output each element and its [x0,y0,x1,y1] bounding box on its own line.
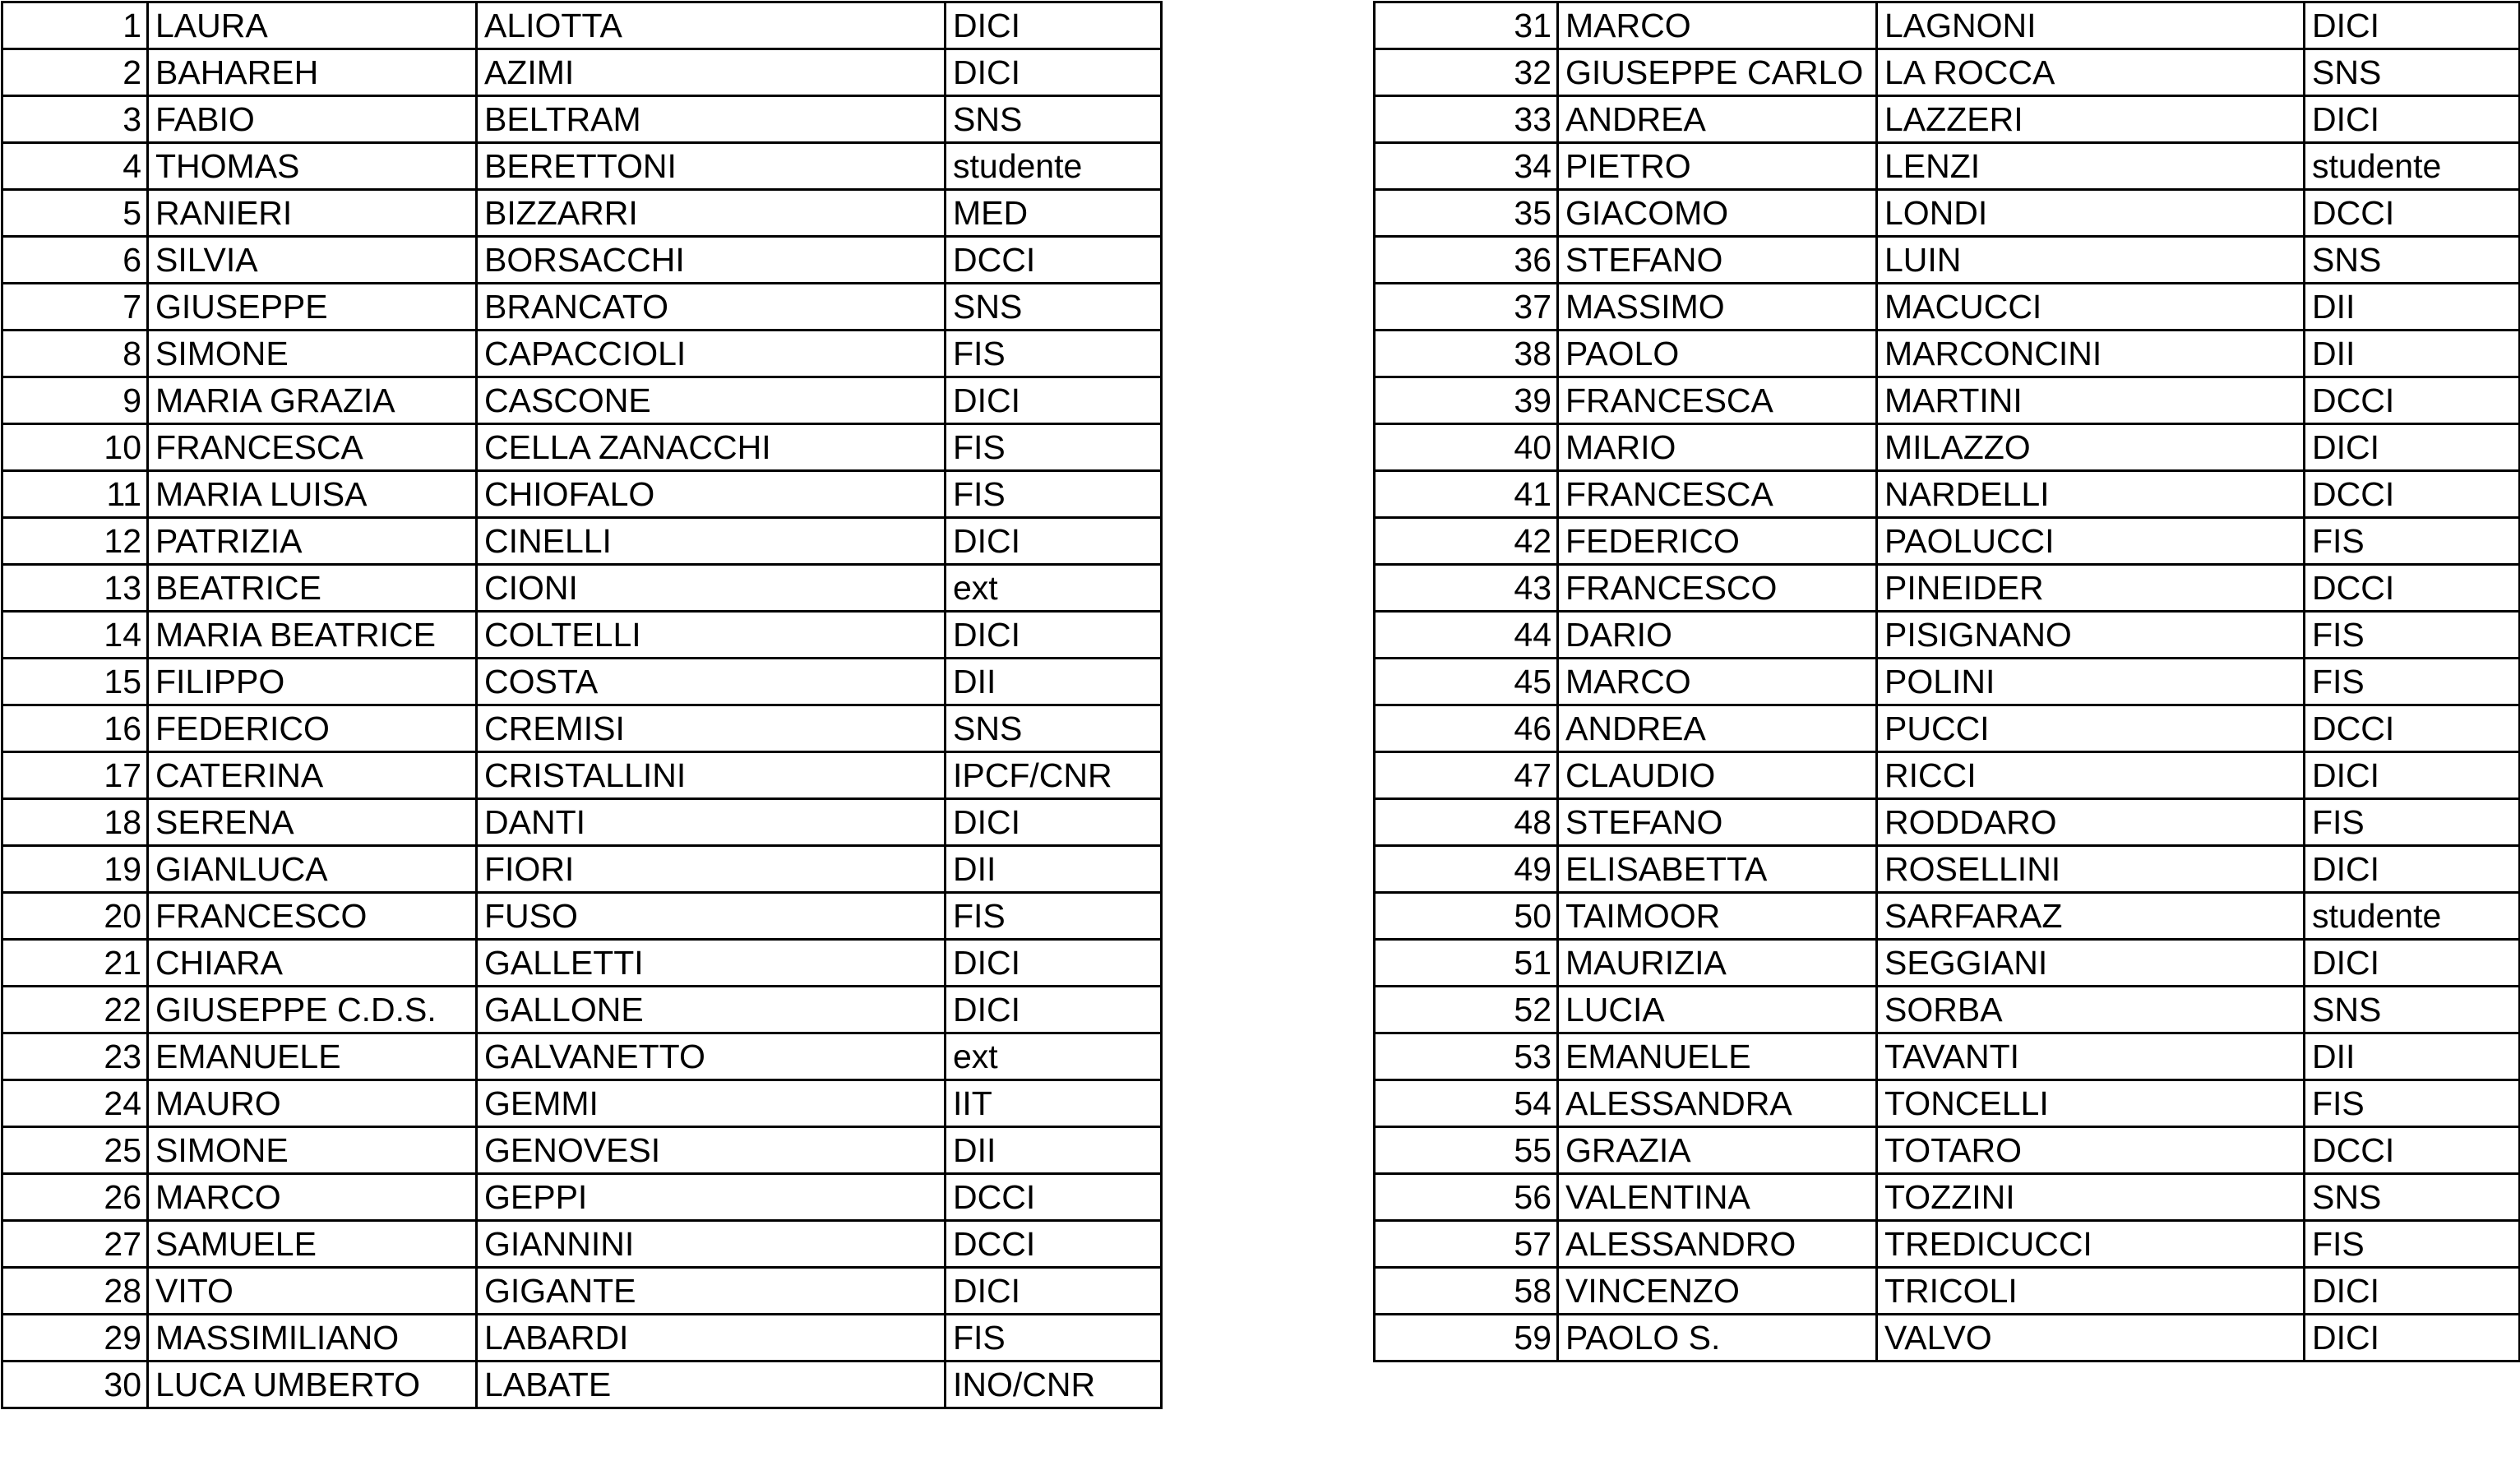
affiliation-cell: FIS [2305,799,2520,846]
first-name-cell: STEFANO [1558,799,1877,846]
affiliation-cell: FIS [2305,1221,2520,1268]
last-name-cell: COLTELLI [477,612,946,659]
affiliation-cell: DCCI [2305,471,2520,518]
table-row [2,49,1162,96]
first-name-cell: ALESSANDRO [1558,1221,1877,1268]
first-name-cell: FABIO [148,96,477,143]
row-number-cell: 17 [2,752,148,799]
table-row [1375,1033,2520,1080]
last-name-cell: GIGANTE [477,1268,946,1315]
row-number-cell: 36 [1375,237,1558,284]
last-name-cell: LUIN [1877,237,2305,284]
table-row [1375,143,2520,190]
row-number-cell: 54 [1375,1080,1558,1127]
row-number-cell: 48 [1375,799,1558,846]
first-name-cell: CHIARA [148,940,477,987]
affiliation-cell: DICI [2305,846,2520,893]
first-name-cell: ANDREA [1558,705,1877,752]
affiliation-cell: FIS [2305,518,2520,565]
row-number-cell: 24 [2,1080,148,1127]
first-name-cell: GIACOMO [1558,190,1877,237]
table-row [1375,237,2520,284]
last-name-cell: POLINI [1877,659,2305,705]
last-name-cell: CINELLI [477,518,946,565]
table-row [2,1127,1162,1174]
row-number-cell: 49 [1375,846,1558,893]
first-name-cell: GRAZIA [1558,1127,1877,1174]
affiliation-cell: DICI [2305,2,2520,49]
participants-table-left [1,1,1163,1409]
row-number-cell: 29 [2,1315,148,1361]
last-name-cell: GENOVESI [477,1127,946,1174]
last-name-cell: CIONI [477,565,946,612]
last-name-cell: SORBA [1877,987,2305,1033]
first-name-cell: STEFANO [1558,237,1877,284]
last-name-cell: LONDI [1877,190,2305,237]
table-row [1375,940,2520,987]
table-row [1375,2,2520,49]
last-name-cell: PUCCI [1877,705,2305,752]
last-name-cell: NARDELLI [1877,471,2305,518]
table-row [1375,190,2520,237]
affiliation-cell: DICI [946,987,1162,1033]
row-number-cell: 18 [2,799,148,846]
affiliation-cell: DICI [946,799,1162,846]
last-name-cell: ALIOTTA [477,2,946,49]
first-name-cell: MARCO [1558,659,1877,705]
table-row [1375,424,2520,471]
last-name-cell: CREMISI [477,705,946,752]
last-name-cell: FIORI [477,846,946,893]
affiliation-cell: DICI [946,49,1162,96]
table-row [2,284,1162,331]
last-name-cell: CASCONE [477,377,946,424]
row-number-cell: 11 [2,471,148,518]
table-row [2,471,1162,518]
affiliation-cell: DII [946,1127,1162,1174]
first-name-cell: ALESSANDRA [1558,1080,1877,1127]
last-name-cell: SARFARAZ [1877,893,2305,940]
first-name-cell: LUCA UMBERTO [148,1361,477,1408]
first-name-cell: LAURA [148,2,477,49]
row-number-cell: 26 [2,1174,148,1221]
first-name-cell: RANIERI [148,190,477,237]
affiliation-cell: SNS [2305,1174,2520,1221]
first-name-cell: VINCENZO [1558,1268,1877,1315]
last-name-cell: VALVO [1877,1315,2305,1361]
table-row [2,518,1162,565]
table-row [1375,1127,2520,1174]
last-name-cell: FUSO [477,893,946,940]
table-row [2,1315,1162,1361]
affiliation-cell: studente [946,143,1162,190]
first-name-cell: PAOLO [1558,331,1877,377]
last-name-cell: CAPACCIOLI [477,331,946,377]
last-name-cell: LAGNONI [1877,2,2305,49]
last-name-cell: BERETTONI [477,143,946,190]
affiliation-cell: DICI [946,2,1162,49]
last-name-cell: CHIOFALO [477,471,946,518]
first-name-cell: MARIO [1558,424,1877,471]
affiliation-cell: DCCI [2305,1127,2520,1174]
row-number-cell: 30 [2,1361,148,1408]
last-name-cell: BRANCATO [477,284,946,331]
last-name-cell: MACUCCI [1877,284,2305,331]
first-name-cell: FRANCESCA [148,424,477,471]
last-name-cell: LENZI [1877,143,2305,190]
table-row [1375,49,2520,96]
table-row [1375,987,2520,1033]
affiliation-cell: FIS [946,1315,1162,1361]
affiliation-cell: DCCI [2305,565,2520,612]
row-number-cell: 1 [2,2,148,49]
last-name-cell: BIZZARRI [477,190,946,237]
last-name-cell: BORSACCHI [477,237,946,284]
row-number-cell: 35 [1375,190,1558,237]
row-number-cell: 57 [1375,1221,1558,1268]
affiliation-cell: MED [946,190,1162,237]
row-number-cell: 16 [2,705,148,752]
row-number-cell: 8 [2,331,148,377]
first-name-cell: CLAUDIO [1558,752,1877,799]
last-name-cell: MILAZZO [1877,424,2305,471]
first-name-cell: EMANUELE [1558,1033,1877,1080]
table-row [1375,377,2520,424]
affiliation-cell: FIS [2305,1080,2520,1127]
row-number-cell: 47 [1375,752,1558,799]
affiliation-cell: DICI [946,940,1162,987]
last-name-cell: TONCELLI [1877,1080,2305,1127]
affiliation-cell: FIS [2305,659,2520,705]
first-name-cell: MAURO [148,1080,477,1127]
last-name-cell: RICCI [1877,752,2305,799]
affiliation-cell: ext [946,1033,1162,1080]
last-name-cell: TOZZINI [1877,1174,2305,1221]
last-name-cell: TREDICUCCI [1877,1221,2305,1268]
affiliation-cell: SNS [2305,987,2520,1033]
first-name-cell: PIETRO [1558,143,1877,190]
first-name-cell: FRANCESCO [148,893,477,940]
row-number-cell: 37 [1375,284,1558,331]
table-row [1375,471,2520,518]
row-number-cell: 21 [2,940,148,987]
table-row [2,1361,1162,1408]
row-number-cell: 58 [1375,1268,1558,1315]
last-name-cell: MARTINI [1877,377,2305,424]
table-row [2,377,1162,424]
last-name-cell: TRICOLI [1877,1268,2305,1315]
row-number-cell: 51 [1375,940,1558,987]
affiliation-cell: INO/CNR [946,1361,1162,1408]
first-name-cell: FEDERICO [1558,518,1877,565]
affiliation-cell: FIS [946,471,1162,518]
row-number-cell: 38 [1375,331,1558,377]
row-number-cell: 45 [1375,659,1558,705]
row-number-cell: 44 [1375,612,1558,659]
table-row [1375,96,2520,143]
row-number-cell: 28 [2,1268,148,1315]
row-number-cell: 2 [2,49,148,96]
affiliation-cell: FIS [946,331,1162,377]
last-name-cell: CRISTALLINI [477,752,946,799]
first-name-cell: MARIA GRAZIA [148,377,477,424]
first-name-cell: GIUSEPPE C.D.S. [148,987,477,1033]
table-row [1375,1221,2520,1268]
table-row [1375,518,2520,565]
first-name-cell: SIMONE [148,331,477,377]
row-number-cell: 55 [1375,1127,1558,1174]
affiliation-cell: DICI [946,377,1162,424]
table-row [2,143,1162,190]
table-row [2,237,1162,284]
last-name-cell: GEMMI [477,1080,946,1127]
last-name-cell: SEGGIANI [1877,940,2305,987]
first-name-cell: FRANCESCA [1558,471,1877,518]
first-name-cell: SIMONE [148,1127,477,1174]
table-row [2,1174,1162,1221]
affiliation-cell: DICI [2305,940,2520,987]
first-name-cell: FRANCESCO [1558,565,1877,612]
affiliation-cell: DCCI [2305,705,2520,752]
last-name-cell: GALVANETTO [477,1033,946,1080]
affiliation-cell: FIS [946,893,1162,940]
first-name-cell: MARIA BEATRICE [148,612,477,659]
affiliation-cell: DICI [2305,1268,2520,1315]
row-number-cell: 31 [1375,2,1558,49]
affiliation-cell: DCCI [946,237,1162,284]
row-number-cell: 4 [2,143,148,190]
last-name-cell: TAVANTI [1877,1033,2305,1080]
first-name-cell: MASSIMILIANO [148,1315,477,1361]
table-row [1375,1315,2520,1361]
table-row [1375,1268,2520,1315]
first-name-cell: BEATRICE [148,565,477,612]
table-row [1375,799,2520,846]
row-number-cell: 52 [1375,987,1558,1033]
affiliation-cell: ext [946,565,1162,612]
table-row [2,940,1162,987]
last-name-cell: PISIGNANO [1877,612,2305,659]
last-name-cell: LABATE [477,1361,946,1408]
first-name-cell: CATERINA [148,752,477,799]
affiliation-cell: DCCI [946,1174,1162,1221]
first-name-cell: VITO [148,1268,477,1315]
row-number-cell: 25 [2,1127,148,1174]
first-name-cell: MARCO [1558,2,1877,49]
affiliation-cell: FIS [2305,612,2520,659]
affiliation-cell: FIS [946,424,1162,471]
row-number-cell: 50 [1375,893,1558,940]
first-name-cell: MARCO [148,1174,477,1221]
affiliation-cell: DICI [2305,752,2520,799]
last-name-cell: CELLA ZANACCHI [477,424,946,471]
last-name-cell: AZIMI [477,49,946,96]
last-name-cell: DANTI [477,799,946,846]
table-row [2,190,1162,237]
last-name-cell: PINEIDER [1877,565,2305,612]
affiliation-cell: DII [946,659,1162,705]
table-row [2,2,1162,49]
row-number-cell: 41 [1375,471,1558,518]
row-number-cell: 19 [2,846,148,893]
table-row [1375,1174,2520,1221]
table-row [1375,331,2520,377]
affiliation-cell: DICI [2305,424,2520,471]
affiliation-cell: DCCI [2305,377,2520,424]
row-number-cell: 7 [2,284,148,331]
table-row [1375,612,2520,659]
table-row [2,705,1162,752]
row-number-cell: 56 [1375,1174,1558,1221]
table-row [1375,284,2520,331]
row-number-cell: 23 [2,1033,148,1080]
table-row [1375,705,2520,752]
row-number-cell: 6 [2,237,148,284]
last-name-cell: PAOLUCCI [1877,518,2305,565]
affiliation-cell: DII [2305,1033,2520,1080]
row-number-cell: 39 [1375,377,1558,424]
affiliation-cell: DICI [946,612,1162,659]
table-row [1375,659,2520,705]
table-row [2,424,1162,471]
affiliation-cell: SNS [946,705,1162,752]
row-number-cell: 46 [1375,705,1558,752]
table-row [2,659,1162,705]
table-row [2,752,1162,799]
affiliation-cell: studente [2305,893,2520,940]
row-number-cell: 22 [2,987,148,1033]
table-row [2,96,1162,143]
first-name-cell: THOMAS [148,143,477,190]
last-name-cell: GIANNINI [477,1221,946,1268]
last-name-cell: GALLONE [477,987,946,1033]
row-number-cell: 15 [2,659,148,705]
affiliation-cell: SNS [946,284,1162,331]
first-name-cell: GIANLUCA [148,846,477,893]
row-number-cell: 40 [1375,424,1558,471]
affiliation-cell: SNS [2305,49,2520,96]
table-row [2,1221,1162,1268]
last-name-cell: GEPPI [477,1174,946,1221]
row-number-cell: 27 [2,1221,148,1268]
row-number-cell: 13 [2,565,148,612]
affiliation-cell: studente [2305,143,2520,190]
row-number-cell: 43 [1375,565,1558,612]
last-name-cell: ROSELLINI [1877,846,2305,893]
first-name-cell: LUCIA [1558,987,1877,1033]
first-name-cell: SERENA [148,799,477,846]
affiliation-cell: DII [946,846,1162,893]
first-name-cell: SILVIA [148,237,477,284]
affiliation-cell: IIT [946,1080,1162,1127]
affiliation-cell: DICI [946,518,1162,565]
table-row [1375,752,2520,799]
first-name-cell: PAOLO S. [1558,1315,1877,1361]
first-name-cell: GIUSEPPE [148,284,477,331]
affiliation-cell: DCCI [2305,190,2520,237]
affiliation-cell: DICI [946,1268,1162,1315]
affiliation-cell: IPCF/CNR [946,752,1162,799]
row-number-cell: 20 [2,893,148,940]
affiliation-cell: DCCI [946,1221,1162,1268]
first-name-cell: TAIMOOR [1558,893,1877,940]
last-name-cell: LA ROCCA [1877,49,2305,96]
first-name-cell: SAMUELE [148,1221,477,1268]
first-name-cell: BAHAREH [148,49,477,96]
last-name-cell: GALLETTI [477,940,946,987]
row-number-cell: 12 [2,518,148,565]
table-row [2,799,1162,846]
row-number-cell: 10 [2,424,148,471]
first-name-cell: MARIA LUISA [148,471,477,518]
affiliation-cell: DICI [2305,1315,2520,1361]
first-name-cell: PATRIZIA [148,518,477,565]
row-number-cell: 53 [1375,1033,1558,1080]
table-row [2,987,1162,1033]
table-row [2,612,1162,659]
table-row [1375,893,2520,940]
table-row [1375,846,2520,893]
last-name-cell: BELTRAM [477,96,946,143]
last-name-cell: COSTA [477,659,946,705]
first-name-cell: VALENTINA [1558,1174,1877,1221]
table-row [2,331,1162,377]
last-name-cell: LAZZERI [1877,96,2305,143]
first-name-cell: DARIO [1558,612,1877,659]
row-number-cell: 34 [1375,143,1558,190]
affiliation-cell: SNS [946,96,1162,143]
row-number-cell: 42 [1375,518,1558,565]
row-number-cell: 59 [1375,1315,1558,1361]
table-row [2,1080,1162,1127]
last-name-cell: RODDARO [1877,799,2305,846]
table-row [1375,1080,2520,1127]
row-number-cell: 33 [1375,96,1558,143]
row-number-cell: 3 [2,96,148,143]
first-name-cell: MAURIZIA [1558,940,1877,987]
first-name-cell: ELISABETTA [1558,846,1877,893]
table-row [2,893,1162,940]
last-name-cell: TOTARO [1877,1127,2305,1174]
table-row [2,1033,1162,1080]
affiliation-cell: DICI [2305,96,2520,143]
row-number-cell: 32 [1375,49,1558,96]
row-number-cell: 5 [2,190,148,237]
first-name-cell: ANDREA [1558,96,1877,143]
affiliation-cell: DII [2305,284,2520,331]
first-name-cell: GIUSEPPE CARLO [1558,49,1877,96]
last-name-cell: LABARDI [477,1315,946,1361]
participants-table-right [1373,1,2520,1362]
table-row [2,846,1162,893]
first-name-cell: EMANUELE [148,1033,477,1080]
first-name-cell: FRANCESCA [1558,377,1877,424]
table-row [2,1268,1162,1315]
first-name-cell: FEDERICO [148,705,477,752]
first-name-cell: MASSIMO [1558,284,1877,331]
affiliation-cell: DII [2305,331,2520,377]
last-name-cell: MARCONCINI [1877,331,2305,377]
first-name-cell: FILIPPO [148,659,477,705]
table-row [2,565,1162,612]
table-row [1375,565,2520,612]
row-number-cell: 9 [2,377,148,424]
row-number-cell: 14 [2,612,148,659]
affiliation-cell: SNS [2305,237,2520,284]
